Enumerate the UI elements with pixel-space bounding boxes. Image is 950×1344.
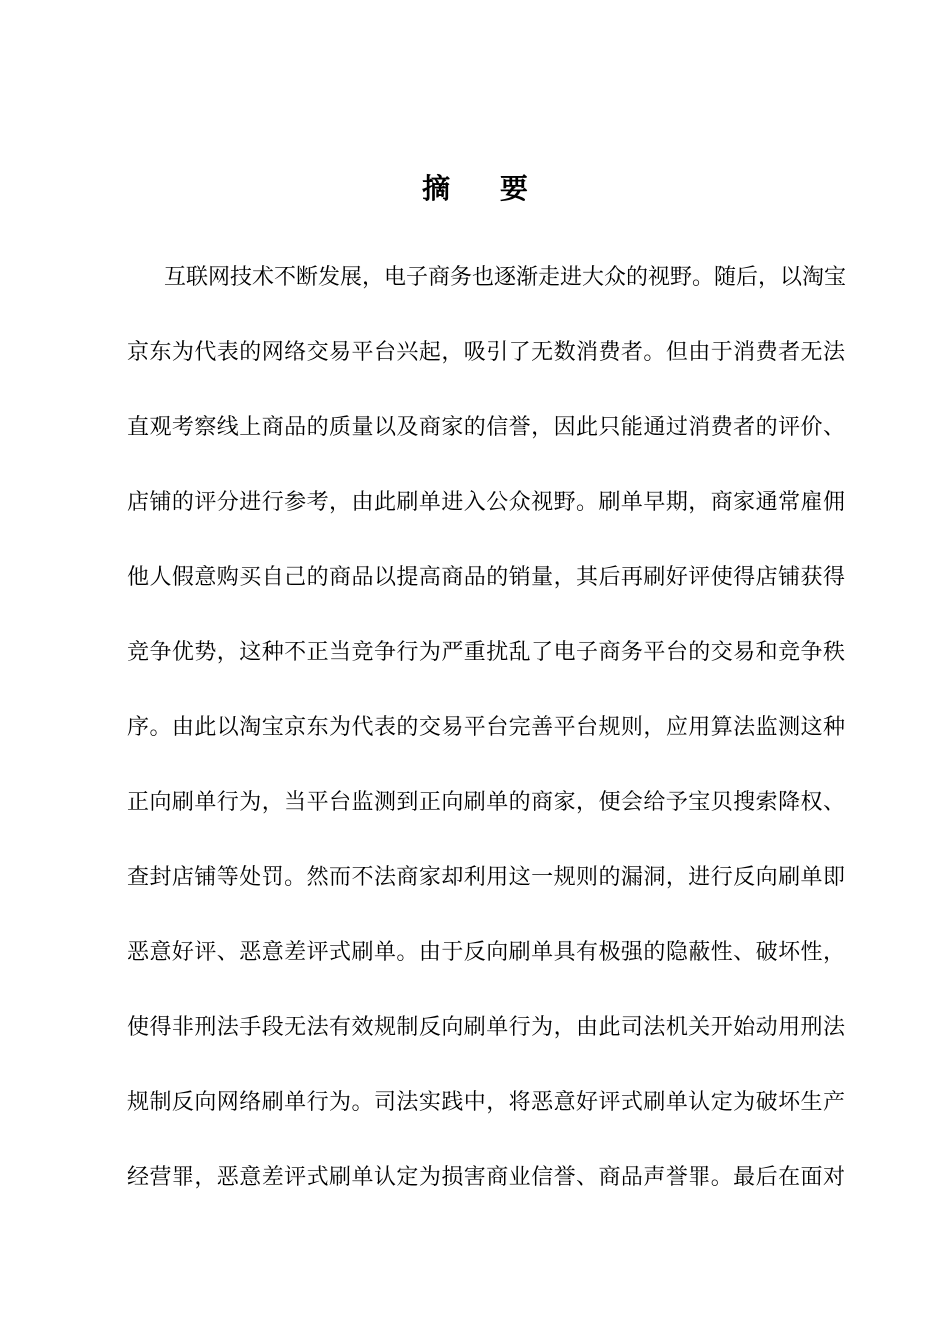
abstract-line-12: 规制反向网络刷单行为。司法实践中，将恶意好评式刷单认定为破坏生产 (127, 1090, 845, 1115)
abstract-line-5: 他人假意购买自己的商品以提高商品的销量，其后再刷好评使得店铺获得 (127, 565, 845, 590)
abstract-line-3: 直观考察线上商品的质量以及商家的信誉，因此只能通过消费者的评价、 (127, 415, 845, 440)
abstract-line-2: 京东为代表的网络交易平台兴起，吸引了无数消费者。但由于消费者无法 (127, 340, 845, 365)
abstract-line-4: 店铺的评分进行参考，由此刷单进入公众视野。刷单早期，商家通常雇佣 (127, 490, 845, 515)
abstract-line-10: 恶意好评、恶意差评式刷单。由于反向刷单具有极强的隐蔽性、破坏性， (127, 940, 845, 965)
abstract-line-1: 互联网技术不断发展，电子商务也逐渐走进大众的视野。随后，以淘宝 (164, 265, 847, 290)
page-title: 摘 要 (422, 171, 548, 205)
abstract-line-8: 正向刷单行为，当平台监测到正向刷单的商家，便会给予宝贝搜索降权、 (127, 790, 845, 815)
abstract-line-9: 查封店铺等处罚。然而不法商家却利用这一规则的漏洞，进行反向刷单即 (127, 865, 845, 890)
abstract-line-13: 经营罪，恶意差评式刷单认定为损害商业信誉、商品声誉罪。最后在面对 (127, 1165, 845, 1190)
abstract-body (127, 240, 845, 1215)
abstract-line-6: 竞争优势，这种不正当竞争行为严重扰乱了电子商务平台的交易和竞争秩 (127, 640, 845, 665)
abstract-line-11: 使得非刑法手段无法有效规制反向刷单行为，由此司法机关开始动用刑法 (127, 1015, 845, 1040)
abstract-line-7: 序。由此以淘宝京东为代表的交易平台完善平台规则，应用算法监测这种 (127, 715, 845, 740)
